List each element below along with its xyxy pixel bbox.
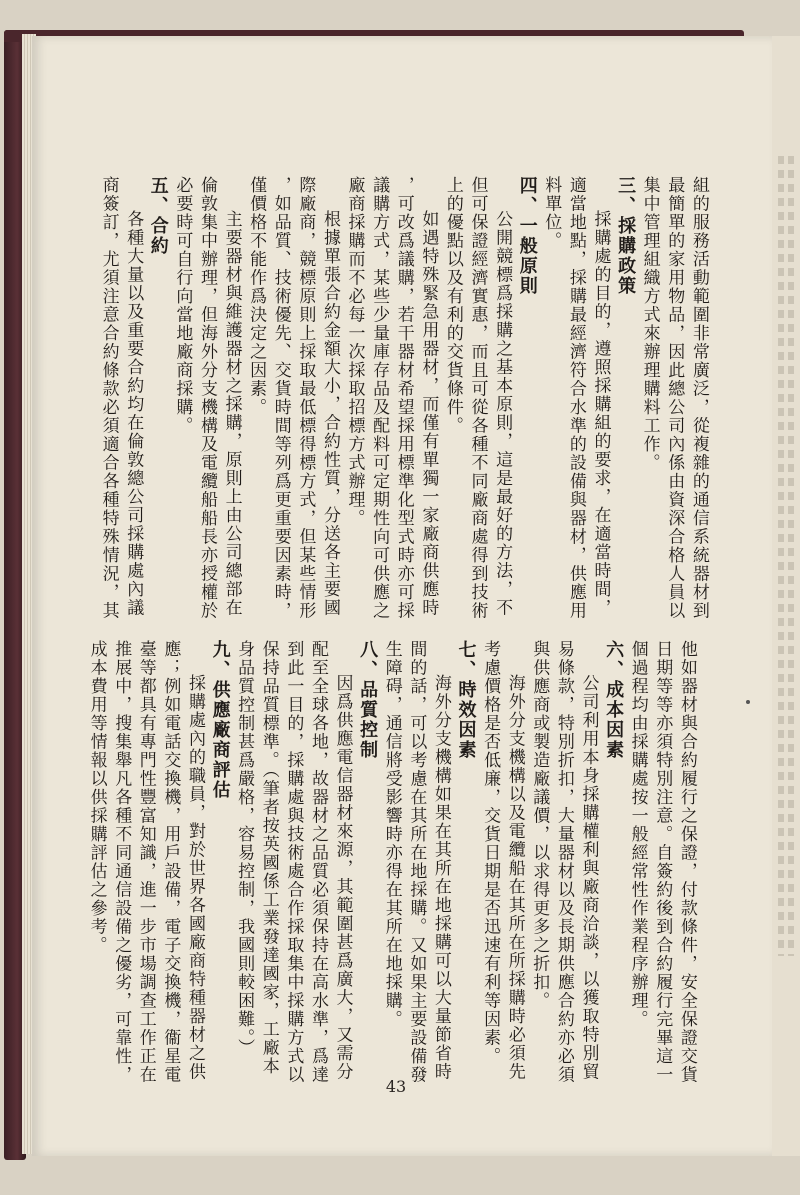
text-column: 上的優點以及有利的交貨條件。	[442, 176, 463, 435]
text-column: 個過程均由採購處按一般經常性作業程序辦理。	[627, 640, 648, 1029]
text-column: 間的話，可以考慮在其所在地採購。又如果主要設備發	[406, 640, 427, 1084]
text-column: 生障碍，通信將受影響時亦得在其所在地採購。	[381, 640, 402, 1029]
text-column: 推展中，搜集舉凡各種不同通信設備之優劣，可靠性，	[111, 640, 132, 1084]
text-column: 最簡單的家用物品，因此總公司內係由資深合格人員以	[664, 176, 685, 620]
section-heading: 六、成本因素	[603, 640, 625, 760]
text-column: 配至全球各地，故器材之品質必須保持在高水準，爲達	[307, 640, 328, 1084]
text-column: 如遇特殊緊急用器材，而僅有單獨一家廠商供應時	[418, 210, 439, 617]
text-column: 商簽訂，尤須注意合約條款必須適合各種特殊情況，其	[98, 176, 119, 620]
bleed-through-text	[778, 156, 784, 956]
text-column: 主要器材與維護器材之採購，原則上由公司總部在	[221, 210, 242, 617]
text-column: 廠商採購而不必每一次採取招標方式辦理。	[344, 176, 365, 528]
text-column: 臺等都具有專門性豐富知識，進一步市場調查工作正在	[135, 640, 156, 1084]
text-column: 採購處內的職員，對於世界各國廠商特種器材之供	[184, 674, 205, 1081]
ink-speck	[746, 700, 750, 704]
text-column: 但可保證經濟實惠，而且可從各種不同廠商處得到技術	[467, 176, 488, 620]
text-column: 根據單張合約金額大小，合約性質，分送各主要國	[319, 210, 340, 617]
text-column: ，如品質、技術優先、交貨時間等列爲更重要因素時，	[270, 176, 291, 620]
text-column: 料單位。	[541, 176, 562, 250]
text-column: 日期等等亦須特別注意。自簽約後到合約履行完畢這一	[652, 640, 673, 1084]
text-column: 他如器材與合約履行之保證，付款條件，安全保證交貨	[676, 640, 697, 1084]
text-column: 組的服務活動範圍非常廣泛，從複雜的通信系統器材到	[688, 176, 709, 620]
text-column: 採購處的目的，遵照採購組的要求，在適當時間，	[590, 210, 611, 617]
top-text-block	[96, 176, 711, 620]
text-column: ，可改爲議購，若干器材希望採用標準化型式時亦可採	[393, 176, 414, 620]
text-column: 身品質控制甚爲嚴格，容易控制，我國則較困難。）	[234, 640, 255, 1057]
text-column: 際廠商，競標原則上採取最低標得標方式，但某些情形	[295, 176, 316, 620]
bottom-text-block	[84, 640, 699, 1084]
section-heading: 九、供應廠商評估	[209, 640, 231, 800]
text-column: 適當地點，採購最經濟符合水準的設備與器材，供應用	[565, 176, 586, 620]
text-column: 易條款，特別折扣，大量器材以及長期供應合約亦必須	[553, 640, 574, 1084]
bleed-through-text	[788, 156, 794, 956]
text-column: 考慮價格是否低廉，交貨日期是否迅速有利等因素。	[480, 640, 501, 1066]
section-heading: 四、一般原則	[516, 176, 538, 296]
text-column: 公開競標爲採購之基本原則，這是最好的方法，不	[492, 210, 513, 617]
text-column: 成本費用等情報以供採購評估之參考。	[86, 640, 107, 955]
section-heading: 八、品質控制	[357, 640, 379, 760]
text-column: 保持品質標準。（筆者按英國係工業發達國家，工廠本	[258, 640, 279, 1076]
text-column: 因爲供應電信器材來源，其範圍甚爲廣大，又需分	[332, 674, 353, 1081]
text-column: 各種大量以及重要合約均在倫敦總公司採購處內議	[123, 210, 144, 617]
section-heading: 五、合約	[147, 176, 169, 256]
adjacent-page	[772, 36, 800, 1156]
text-column: 倫敦集中辦理，但海外分支機構及電纜船船長亦授權於	[196, 176, 217, 620]
text-column: 集中管理組織方式來辦理購料工作。	[639, 176, 660, 472]
text-column: 應；例如電話交換機，用戶設備，電子交換機，衞星電	[160, 640, 181, 1084]
text-column: 必要時可自行向當地廠商採購。	[172, 176, 193, 435]
text-column: 與供應商或製造廠議價，以求得更多之折扣。	[529, 640, 550, 1010]
text-column: 僅價格不能作爲決定之因素。	[246, 176, 267, 417]
text-column: 公司利用本身採購權利與廠商洽談，以獲取特別貿	[578, 674, 599, 1081]
text-column: 海外分支機構如果在其所在地採購可以大量節省時	[430, 674, 451, 1081]
page-number: 43	[385, 1077, 407, 1096]
section-heading: 三、採購政策	[615, 176, 637, 296]
text-column: 海外分支機構以及電纜船在其所在所採購時必須先	[504, 674, 525, 1081]
section-heading: 七、時效因素	[455, 640, 477, 760]
text-column: 到此一目的，採購處與技術處合作採取集中採購方式以	[283, 640, 304, 1084]
text-column: 議購方式，某些少量庫存品及配料可定期性向可供應之	[369, 176, 390, 620]
